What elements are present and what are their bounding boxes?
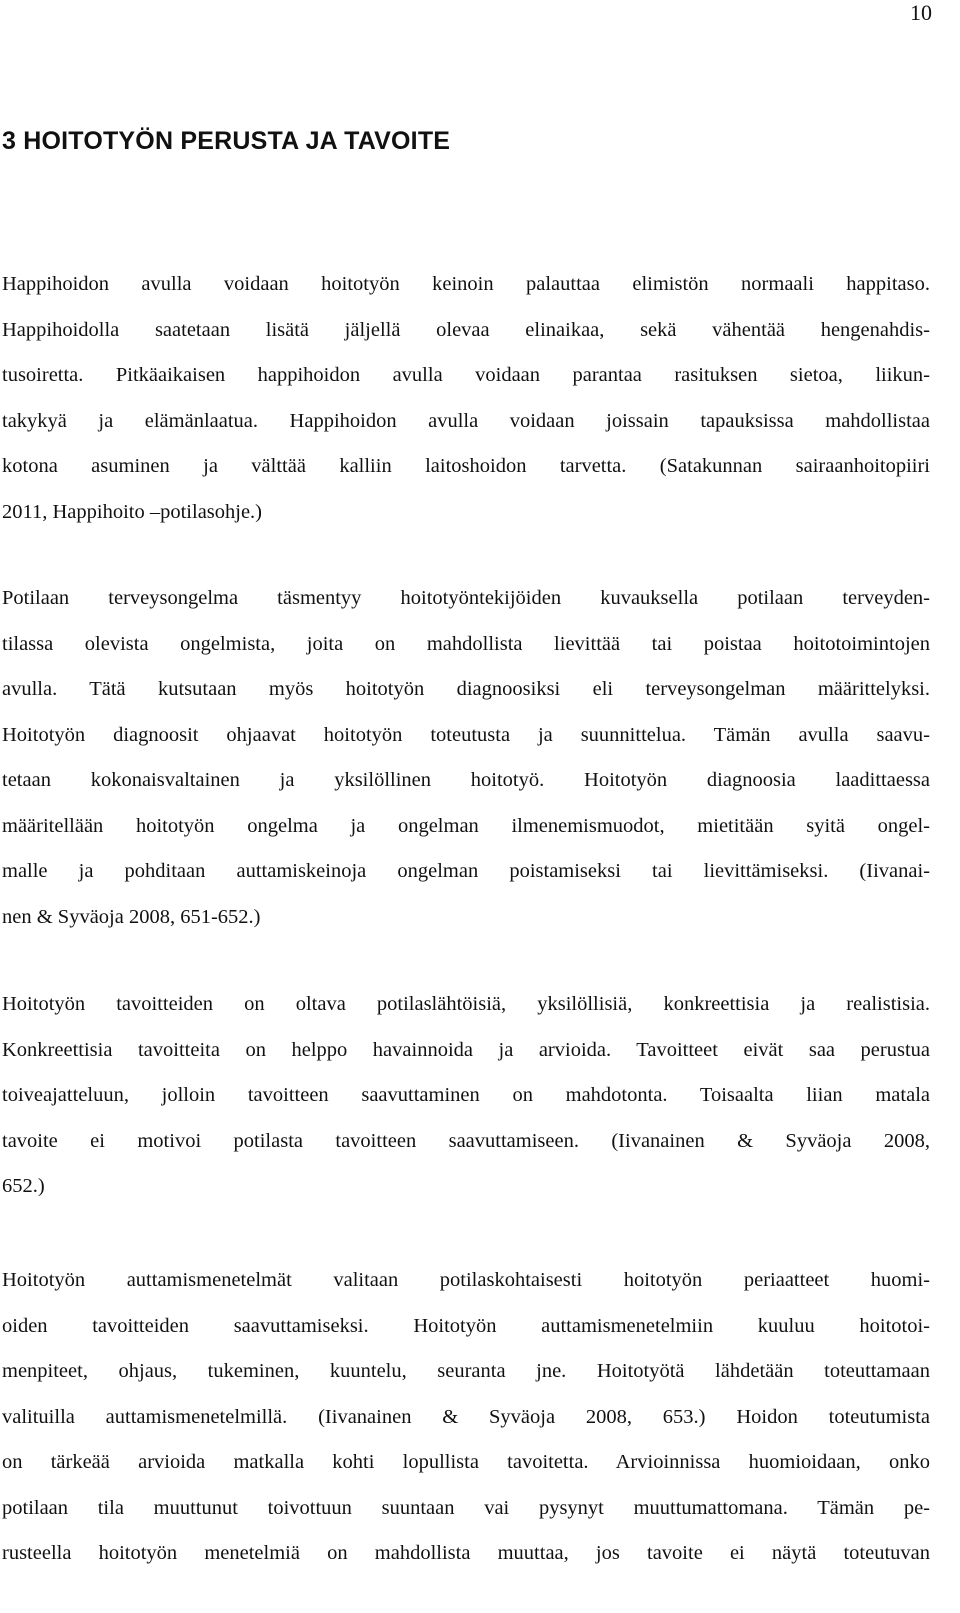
text-line: potilaan tila muuttunut toivottuun suuntaan vai pysynyt muuttumattomana. Tämän pe- — [2, 1496, 930, 1519]
text-line: 2011, Happihoito –potilasohje.) — [2, 500, 263, 523]
text-line: Konkreettisia tavoitteita on helppo havainnoida ja arvioida. Tavoitteet eivät saa perustua — [2, 1038, 930, 1061]
text-line: kotona asuminen ja välttää kalliin laitoshoidon tarvetta. (Satakunnan sairaanhoitopiiri — [2, 455, 930, 477]
text-line: avulla. Tätä kutsutaan myös hoitotyön diagnoosiksi eli terveysongelman määrittelyksi. — [2, 678, 930, 700]
text-line: Hoitotyön tavoitteiden on oltava potilaslähtöisiä, yksilöllisiä, konkreettisia ja realistisia. — [2, 993, 930, 1015]
text-line: Hoitotyön auttamismenetelmät valitaan potilaskohtaisesti hoitotyön periaatteet huomi- — [2, 1269, 930, 1291]
text-line: valituilla auttamismenetelmillä. (Iivanainen & Syväoja 2008, 653.) Hoidon toteutumista — [2, 1405, 930, 1428]
text-line: toiveajatteluun, jolloin tavoitteen saavuttaminen on mahdotonta. Toisaalta liian matala — [2, 1084, 930, 1106]
paragraph-nursing-goals — [2, 982, 930, 1210]
text-line: Hoitotyön diagnoosit ohjaavat hoitotyön toteutusta ja suunnittelua. Tämän avulla saavu- — [2, 723, 930, 746]
text-line: Potilaan terveysongelma täsmentyy hoitotyöntekijöiden kuvauksella potilaan terveyden- — [2, 587, 930, 609]
section-heading: 3 HOITOTYÖN PERUSTA JA TAVOITE — [2, 127, 451, 155]
text-line: malle ja pohditaan auttamiskeinoja ongelman poistamiseksi tai lievittämiseksi. (Iivanai- — [2, 860, 930, 882]
text-line: 652.) — [2, 1175, 45, 1197]
text-line: tilassa olevista ongelmista, joita on mahdollista lievittää tai poistaa hoitotoimintojen — [2, 632, 930, 655]
paragraph-nursing-diagnosis — [2, 576, 930, 940]
text-line: oiden tavoitteiden saavuttamiseksi. Hoitotyön auttamismenetelmiin kuuluu hoitotoi- — [2, 1314, 930, 1337]
text-line: nen & Syväoja 2008, 651-652.) — [2, 905, 261, 928]
text-line: takykyä ja elämänlaatua. Happihoidon avulla voidaan joissain tapauksissa mahdollistaa — [2, 409, 930, 432]
text-line: Happihoidon avulla voidaan hoitotyön keinoin palauttaa elimistön normaali happitaso. — [2, 273, 930, 295]
text-line: tusoiretta. Pitkäaikaisen happihoidon avulla voidaan parantaa rasituksen sietoa, liikun- — [2, 364, 930, 386]
paragraph-oxygen-therapy — [2, 262, 930, 535]
text-line: tavoite ei motivoi potilasta tavoitteen saavuttamiseen. (Iivanainen & Syväoja 2008, — [2, 1129, 930, 1152]
text-line: tetaan kokonaisvaltainen ja yksilöllinen hoitotyö. Hoitotyön diagnoosia laadittaessa — [2, 769, 930, 791]
page-number: 10 — [910, 0, 932, 25]
text-line: määritellään hoitotyön ongelma ja ongelman ilmenemismuodot, mietitään syitä ongel- — [2, 814, 930, 837]
text-line: Happihoidolla saatetaan lisätä jäljellä olevaa elinaikaa, sekä vähentää hengenahdis- — [2, 318, 930, 341]
text-line: rusteella hoitotyön menetelmiä on mahdollista muuttaa, jos tavoite ei näytä toteutuvan — [2, 1542, 930, 1564]
paragraph-nursing-methods — [2, 1258, 930, 1577]
text-line: menpiteet, ohjaus, tukeminen, kuuntelu, seuranta jne. Hoitotyötä lähdetään toteuttamaan — [2, 1360, 930, 1382]
text-line: on tärkeää arvioida matkalla kohti lopullista tavoitetta. Arvioinnissa huomioidaan, onko — [2, 1451, 930, 1473]
